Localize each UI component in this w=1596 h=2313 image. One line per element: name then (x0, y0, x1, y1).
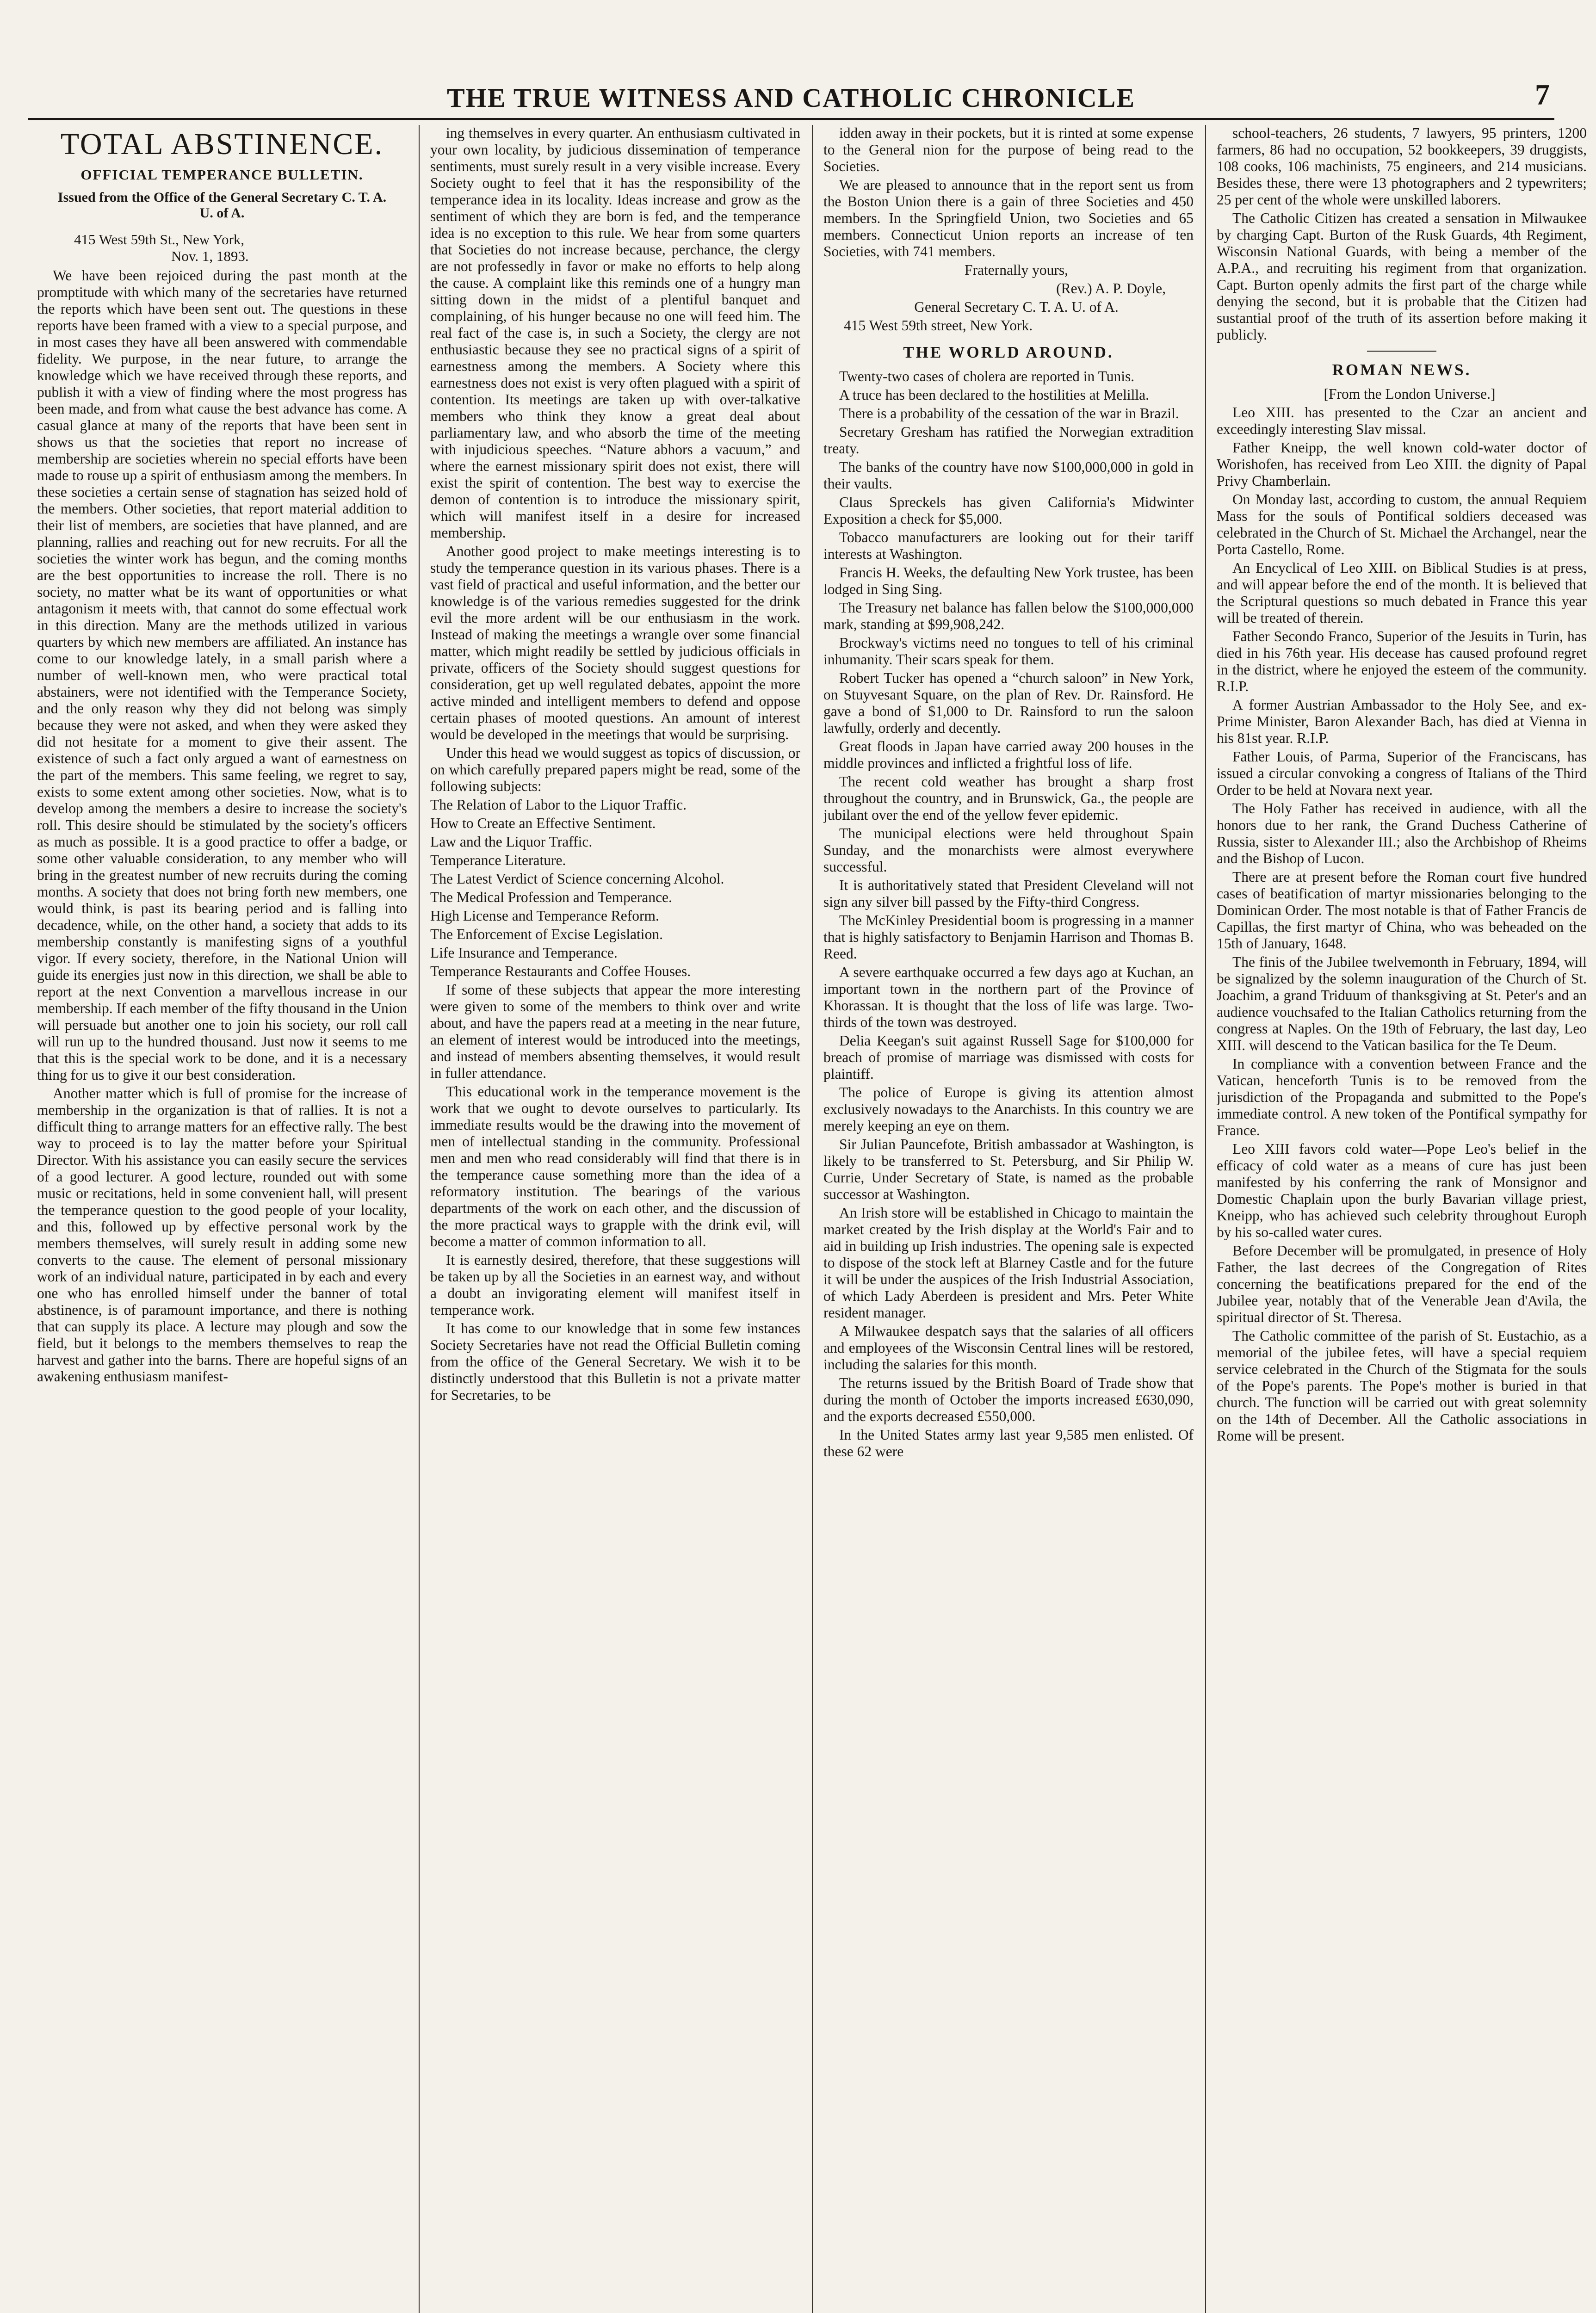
topic-item: The Enforcement of Excise Legislation. (430, 926, 663, 942)
news-item: Great floods in Japan have carried away 200 houses in the middle provinces and inflicted a frightful loss of life. (823, 738, 1194, 771)
news-item: The Holy Father has received in audience, with all the honors due to her rank, the Grand Duchess Catherine of Russia, sister to Alexander III.; also the Archbishop of Rheims and the Bishop of Lucon. (1217, 800, 1587, 866)
news-item: An Irish store will be established in Chicago to maintain the market created by the Irish display at the World's Fair and to aid in building up Irish industries. The opening sale is expected to dispose of the stock left at Blarney Castle and for the future it will be under the auspices of the Irish Industrial Association, of which Lady Aberdeen is president and Mrs. Peter White resident manager. (823, 1205, 1194, 1321)
section-divider (1367, 351, 1436, 352)
topic-item: Temperance Literature. (430, 852, 566, 868)
article-paragraph: The Catholic Citizen has created a sensation in Milwaukee by charging Capt. Burton of the Rusk Guards, 4th Regiment, Wisconsin National Guards, with being a member of the A.P.A., and recruiting his regiment from that organization. Capt. Burton openly admits the first part of the charge while denying the second, but it is probable that the Citizen had sustantial proof of the truth of its assertion before making it publicly. (1217, 210, 1587, 343)
news-item: The finis of the Jubilee twelvemonth in February, 1894, will be signalized by the solemn inauguration of the Church of St. Joachim, a grand Triduum of thanksgiving at St. Peter's and an audience vouchsafed to the Italian Catholics returning from the congress at Naples. On the 19th of February, the last day, Leo XIII. will descend to the Vatican basilica for the Te Deum. (1217, 954, 1587, 1053)
dateline-date: Nov. 1, 1893. (171, 248, 249, 264)
news-item: The Catholic committee of the parish of St. Eustachio, as a memorial of the jubilee fetes, will have a special requiem service celebrated in the Church of the Stigmata for the souls of the Pope's parents. The Pope's mother is buried in that church. The function will be carried out with great solemnity on the 14th of December. All the Catholic associations in Rome will be present. (1217, 1328, 1587, 1444)
news-item: Leo XIII favors cold water—Pope Leo's belief in the efficacy of cold water as a means of cure has just been manifested by his conferring the rank of Monsignor and Domestic Chaplain upon the burly Bavarian village priest, Kneipp, who has achieved such celebrity throughout Europh by his so-called water cures. (1217, 1141, 1587, 1240)
news-item: An Encyclical of Leo XIII. on Biblical Studies is at press, and will appear before the end of the month. It is believed that the Scriptural questions so much debated in France this year will be treated of therein. (1217, 560, 1587, 626)
article-paragraph: If some of these subjects that appear the more interesting were given to some of the members to think over and write about, and have the papers read at a meeting in the near future, an element of interest would be introduced into the meetings, and instead of members absenting themselves, it would result in fuller attendance. (430, 982, 800, 1081)
news-item: A severe earthquake occurred a few days ago at Kuchan, an important town in the northern part of the Province of Khorassan. It is thought that the loss of life was large. Two-thirds of the town was destroyed. (823, 964, 1194, 1030)
roman-news-heading: ROMAN NEWS. (1332, 361, 1472, 379)
news-item: There are at present before the Roman court five hundred cases of beatification of martyr missionaries belonging to the Dominican Order. The most notable is that of Father Francis de Capillas, the first martyr of China, who was beheaded on the 15th of January, 1648. (1217, 869, 1587, 952)
column-divider (1205, 125, 1206, 2313)
column-divider (419, 125, 420, 2313)
topic-item: The Relation of Labor to the Liquor Traffic. (430, 797, 687, 813)
news-item: The police of Europe is giving its attention almost exclusively nowadays to the Anarchists. In this country we are merely keeping an eye on them. (823, 1084, 1194, 1134)
article-paragraph: Another good project to make meetings interesting is to study the temperance question in its various phases. There is a vast field of practical and useful information, and the better our knowledge is of the various remedies suggested for the drink evil the more ardent will be our enthusiasm in the work. Instead of making the meetings a wrangle over some financial matter, which might readily be settled by judicious officials in private, officers of the Society should suggest questions for consideration, get up well regulated debates, appoint the more active minded and intelligent members to defend and oppose certain phases of mooted questions. An amount of interest would be developed in the meetings that would be surprising. (430, 543, 800, 742)
topic-item: Law and the Liquor Traffic. (430, 834, 593, 850)
news-item: A truce has been declared to the hostilities at Melilla. (839, 387, 1150, 403)
news-item: The McKinley Presidential boom is progressing in a manner that is highly satisfactory to Benjamin Harrison and Thomas B. Reed. (823, 912, 1194, 962)
news-item: Francis H. Weeks, the defaulting New York trustee, has been lodged in Sing Sing. (823, 564, 1194, 597)
column-4 (1217, 125, 1587, 2299)
bulletin-subheading: OFFICIAL TEMPERANCE BULLETIN. (80, 167, 364, 183)
article-paragraph: school-teachers, 26 students, 7 lawyers, 95 printers, 1200 farmers, 86 had no occupation, 52 bookkeepers, 39 druggists, 108 cooks, 106 machinists, 75 engineers, and 214 musicians. Besides these, there were 13 photographers and 2 typewriters; 25 per cent of the whole were unskilled laborers. (1217, 125, 1587, 208)
article-paragraph: idden away in their pockets, but it is rinted at some expense to the General nion for the purpose of being read to the Societies. (823, 125, 1194, 174)
news-item: Brockway's victims need no tongues to tell of his criminal inhumanity. Their scars speak for them. (823, 635, 1194, 668)
news-item: The municipal elections were held throughout Spain Sunday, and the monarchists were almost everywhere successful. (823, 825, 1194, 875)
column-3 (823, 125, 1194, 2299)
dateline-address: 415 West 59th St., New York, (74, 231, 245, 247)
article-paragraph: It is earnestly desired, therefore, that these suggestions will be taken up by all the Societies in an earnest way, and without a doubt an invigorating element will manifest itself in temperance work. (430, 1252, 800, 1318)
signoff-closing: Fraternally yours, (965, 262, 1068, 278)
issued-notice: Issued from the Office of the General Secretary C. T. A. U. of A. (57, 190, 387, 221)
masthead-rule (28, 118, 1554, 120)
topic-item: The Medical Profession and Temperance. (430, 889, 672, 905)
column-divider (812, 125, 813, 2313)
news-item: The recent cold weather has brought a sharp frost throughout the country, and in Brunswick, Ga., the people are jubilant over the end of the yellow fever epidemic. (823, 773, 1194, 823)
article-paragraph: It has come to our knowledge that in some few instances Society Secretaries have not read the Official Bulletin coming from the office of the General Secretary. We wish it to be distinctly understood that this Bulletin is not a private matter for Secretaries, to be (430, 1320, 800, 1403)
news-item: Father Secondo Franco, Superior of the Jesuits in Turin, has died in his 76th year. His decease has caused profound regret in the district, where he enjoyed the esteem of the community. R.I.P. (1217, 628, 1587, 694)
article-paragraph: Under this head we would suggest as topics of discussion, or on which carefully prepared papers might be read, some of the following subjects: (430, 745, 800, 794)
page-number: 7 (1535, 78, 1550, 111)
signoff-address: 415 West 59th street, New York. (844, 317, 1033, 334)
topic-item: How to Create an Effective Sentiment. (430, 815, 656, 831)
column-2 (430, 125, 800, 2299)
news-item: Father Kneipp, the well known cold-water doctor of Worishofen, has received from Leo XIII. the dignity of Papal Privy Chamberlain. (1217, 439, 1587, 489)
news-item: On Monday last, according to custom, the annual Requiem Mass for the souls of Pontifical soldiers deceased was celebrated in the Church of St. Michael the Archangel, near the Porta Castello, Rome. (1217, 491, 1587, 557)
newspaper-title: THE TRUE WITNESS AND CATHOLIC CHRONICLE (446, 83, 1136, 113)
news-item: A Milwaukee despatch says that the salaries of all officers and employees of the Wisconsin Central lines will be restored, including the salaries for this month. (823, 1323, 1194, 1373)
news-item: There is a probability of the cessation of the war in Brazil. (839, 405, 1179, 421)
news-item: Father Louis, of Parma, Superior of the Franciscans, has issued a circular convoking a congress of Italians of the Third Order to be held at Novara next year. (1217, 748, 1587, 798)
topic-item: Temperance Restaurants and Coffee Houses. (430, 963, 691, 979)
article-paragraph: We are pleased to announce that in the report sent us from the Boston Union there is a gain of three Societies and 450 members. In the Springfield Union, two Societies and 65 members. Connecticut Union reports an increase of ten Societies, with 741 members. (823, 177, 1194, 260)
topic-item: The Latest Verdict of Science concerning Alcohol. (430, 871, 724, 887)
news-item: In compliance with a convention between France and the Vatican, henceforth Tunis is to be removed from the jurisdiction of the Propaganda and submitted to the Pope's immediate control. A new token of the Pontifical sympathy for France. (1217, 1056, 1587, 1138)
signoff-title: General Secretary C. T. A. U. of A. (914, 299, 1119, 315)
news-item: The banks of the country have now $100,000,000 in gold in their vaults. (823, 459, 1194, 492)
news-item: In the United States army last year 9,585 men enlisted. Of these 62 were (823, 1427, 1194, 1460)
dateline (74, 231, 407, 265)
news-item: The Treasury net balance has fallen below the $100,000,000 mark, standing at $99,908,242. (823, 600, 1194, 632)
article-paragraph: ing themselves in every quarter. An enthusiasm cultivated in your own locality, by judicious dissemination of temperance sentiments, must surely result in a very visible increase. Every Society ought to feel that it has the responsibility of the temperance idea in its locality. Ideas increase and grow as the sentiment of which they are born is fed, and the temperance idea is no exception to this rule. We hear from some quarters that Societies do not increase because, perchance, the clergy are not professedly in favor or make no efforts to help along the cause. A complaint like this reminds one of a hungry man sitting down in the midst of a plentiful banquet and complaining, of his hunger because no one will feed him. The real fact of the case is, in such a Society, the clergy are not enthusiastic because they see no practical signs of a spirit of earnestness among the members. A Society where this earnestness does not exist is very often plagued with a spirit of contention. Its meetings are taken up with over-talkative members who think they know a great deal about parliamentary law, and who absorb the time of the meeting with injudicious speeches. “Nature abhors a vacuum,” and where the earnest missionary spirit does not exist, there will exist the spirit of contention. The best way to exercise the demon of contention is to introduce the missionary spirit, which will manifest itself in a desire for increased membership. (430, 125, 800, 541)
source-credit: [From the London Universe.] (1324, 386, 1496, 402)
news-item: Claus Spreckels has given California's Midwinter Exposition a check for $5,000. (823, 494, 1194, 527)
news-item: Before December will be promulgated, in presence of Holy Father, the last decrees of the Congregation of Rites concerning the beatifications prepared for the end of the Jubilee year, notably that of the Venerable Jean d'Avila, the spiritual director of St. Theresa. (1217, 1243, 1587, 1325)
article-paragraph: This educational work in the temperance movement is the work that we ought to devote ourselves to particularly. Its immediate results would be the drawing into the movement of men of intellectual standing in the community. Professional men and men who read considerably will find that there is in the temperance cause something more than the idea of a reformatory institution. The bearings of the various departments of the work on each other, and the discussion of the more practical ways to grapple with the drink evil, will become a matter of common information to all. (430, 1083, 800, 1249)
news-item: Twenty-two cases of cholera are reported in Tunis. (839, 368, 1135, 384)
news-item: Secretary Gresham has ratified the Norwegian extradition treaty. (823, 424, 1194, 457)
news-item: Delia Keegan's suit against Russell Sage for $100,000 for breach of promise of marriage was dismissed with costs for plaintiff. (823, 1033, 1194, 1082)
signoff-name: (Rev.) A. P. Doyle, (1056, 280, 1166, 297)
news-item: Leo XIII. has presented to the Czar an ancient and exceedingly interesting Slav missal. (1217, 404, 1587, 437)
total-abstinence-heading: TOTAL ABSTINENCE. (60, 127, 384, 161)
column-1 (37, 125, 407, 2299)
news-item: Robert Tucker has opened a “church saloon” in New York, on Stuyvesant Square, on the plan of Rev. Dr. Rainsford. He gave a bond of $1,000 to Dr. Rainsford to run the saloon lawfully, orderly and decently. (823, 670, 1194, 736)
world-around-heading: THE WORLD AROUND. (903, 343, 1114, 361)
masthead (28, 69, 1554, 120)
news-item: It is authoritatively stated that President Cleveland will not sign any silver bill passed by the Fifty-third Congress. (823, 877, 1194, 910)
topic-item: High License and Temperance Reform. (430, 908, 659, 924)
news-item: Tobacco manufacturers are looking out for their tariff interests at Washington. (823, 529, 1194, 562)
news-item: A former Austrian Ambassador to the Holy See, and ex-Prime Minister, Baron Alexander Bach, has died at Vienna in his 81st year. R.I.P. (1217, 697, 1587, 746)
article-paragraph: We have been rejoiced during the past month at the promptitude with which many of the secretaries have returned the reports which have been sent out. The questions in these reports have been framed with a view to a special purpose, and in most cases they have all been answered with commendable fidelity. We purpose, in the near future, to arrange the knowledge which we have received through these reports, and publish it with a view of finding where the most progress has been made, and from what cause the best advance has come. A casual glance at many of the reports that have been sent in shows us that the societies that report no increase of membership are societies wherein no special efforts have been made to rouse up a spirit of enthusiasm among the members. In these societies a certain sense of stagnation has seized hold of the members. Other societies, that report material addition to their list of members, are societies that have planned, and are planning, rallies and reaching out for new recruits. For all the societies the winter work has begun, and the coming months are the best opportunities to increase the roll. There is no society, no matter what be its want of opportunities or what antagonism it meets with, that cannot do some effectual work in this direction. Many are the methods utilized in various quarters by which new members are affiliated. An instance has come to our knowledge lately, in a small parish where a number of well-known men, who were practical total abstainers, were not identified with the Temperance Society, and the only reason why they did not belong was simply because they were not asked, and when they were asked they did not hesitate for a moment to give their assent. The existence of such a fact only argued a want of earnestness on the part of the members. This same feeling, we regret to say, exists to some extent among other societies. Now, what is to develop among the members a desire to increase the society's roll. This desire should be stimulated by the society's officers as much as possible. It is a good practice to offer a badge, or some other valuable consideration, to any member who will bring in the greatest number of new recruits during the coming months. A society that does not bring forth new members, one would think, is past its bearing period and is falling into decadence, while, on the other hand, a society that adds to its membership constantly is manifesting signs of a youthful vigor. If every society, therefore, in the National Union will guide its energies just now in this direction, we shall be able to report at the next Convention a marvellous increase in our membership. If each member of the fifty thousand in the Union will persuade but another one to join his society, our roll call will run up to the hundred thousand. Just now it seems to me that this is the special work to be done, and it is a necessary thing for us to give it our best consideration. (37, 267, 407, 1083)
article-paragraph: Another matter which is full of promise for the increase of membership in the organization is that of rallies. It is not a difficult thing to arrange matters for an effective rally. The best way to proceed is to lay the matter before your Spiritual Director. With his assistance you can easily secure the services of a good lecturer. A good lecture, rounded out with some music or recitations, held in some convenient hall, will present the temperance question to the good people of your locality, and this, followed up by effective personal work by the members themselves, will surely result in adding some new converts to the cause. The element of personal missionary work of an individual nature, participated in by each and every one who has enrolled himself under the banner of total abstinence, is of paramount importance, and there is nothing that can supply its place. A lecture may plough and sow the field, but it belongs to the members themselves to reap the harvest and gather into the barns. There are hopeful signs of an awakening enthusiasm manifest- (37, 1085, 407, 1385)
news-item: Sir Julian Pauncefote, British ambassador at Washington, is likely to be transferred to St. Petersburg, and Sir Philip W. Currie, Under Secretary of State, is named as the probable successor at Washington. (823, 1136, 1194, 1202)
topic-item: Life Insurance and Temperance. (430, 945, 618, 961)
news-item: The returns issued by the British Board of Trade show that during the month of October the imports increased £630,090, and the exports decreased £550,000. (823, 1375, 1194, 1424)
